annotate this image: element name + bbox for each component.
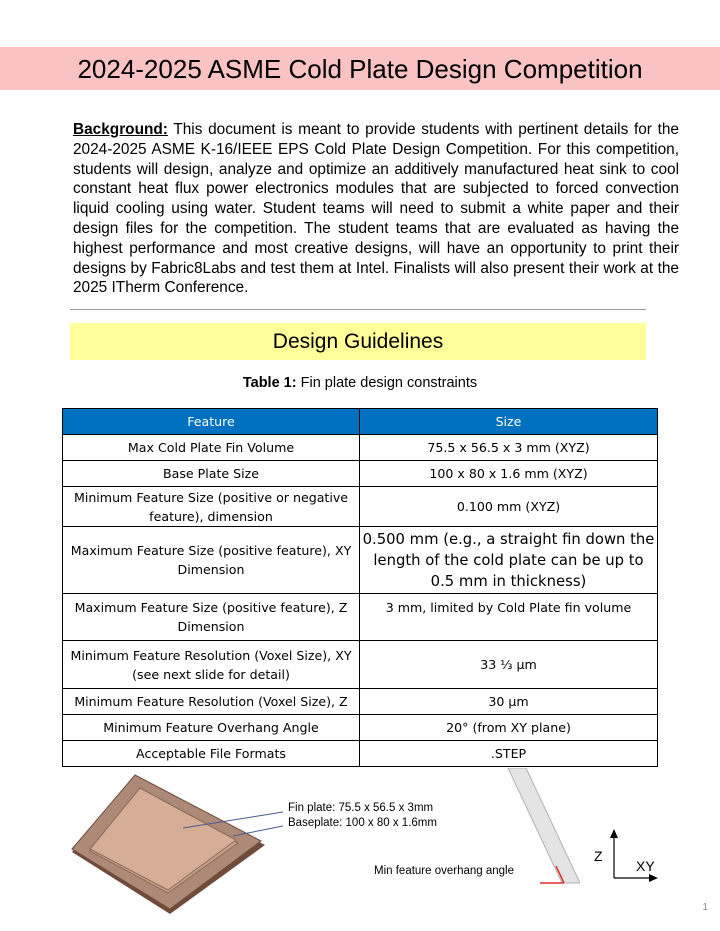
feature-cell: Minimum Feature Resolution (Voxel Size), XY (see next slide for detail) bbox=[63, 641, 360, 689]
size-cell: 100 x 80 x 1.6 mm (XYZ) bbox=[360, 461, 658, 487]
section-title: Design Guidelines bbox=[272, 330, 444, 353]
feature-cell: Max Cold Plate Fin Volume bbox=[63, 435, 360, 461]
overhang-label: Min feature overhang angle bbox=[374, 865, 515, 877]
feature-cell: Maximum Feature Size (positive feature), XY Dimension bbox=[63, 527, 360, 594]
z-axis-arrow-icon bbox=[610, 829, 618, 838]
page-number: 1 bbox=[702, 902, 708, 913]
size-cell: .STEP bbox=[360, 741, 658, 767]
baseplate-label: Baseplate: 100 x 80 x 1.6mm bbox=[288, 817, 437, 829]
header-size: Size bbox=[360, 409, 658, 435]
feature-cell: Minimum Feature Size (positive or negative feature), dimension bbox=[63, 487, 360, 527]
baseplate-leader bbox=[233, 826, 283, 836]
size-cell: 33 ⅓ µm bbox=[360, 641, 658, 689]
axis-xy-label: XY bbox=[636, 858, 655, 874]
background-label: Background: bbox=[73, 121, 168, 138]
size-cell: 0.500 mm (e.g., a straight fin down the length of the cold plate can be up to 0.5 mm in thickness) bbox=[360, 527, 658, 594]
table-caption-text: Fin plate design constraints bbox=[300, 375, 478, 391]
page-title: 2024-2025 ASME Cold Plate Design Competition bbox=[77, 54, 643, 84]
fin-plate-label: Fin plate: 75.5 x 56.5 x 3mm bbox=[288, 802, 434, 814]
axis-z-label: Z bbox=[594, 848, 603, 864]
feature-cell: Minimum Feature Resolution (Voxel Size), Z bbox=[63, 689, 360, 715]
feature-cell: Acceptable File Formats bbox=[63, 741, 360, 767]
size-cell: 3 mm, limited by Cold Plate fin volume bbox=[360, 594, 658, 641]
size-cell: 75.5 x 56.5 x 3 mm (XYZ) bbox=[360, 435, 658, 461]
background-text: This document is meant to provide students with pertinent details for the 2024-2025 ASME K-16/IEEE EPS Cold Plate Design Competition. For this competition, students will design, analyze and optimize an additively manufactured heat sink to cool constant heat flux power electronics modules that are subjected to forced convection liquid cooling using water. Student teams will need to submit a white paper and their design files for the competition. The student teams that are evaluated as having the highest performance and most creative designs, will have an opportunity to print their designs by Fabric8Labs and test them at Intel. Finalists will also present their work at the 2025 ITherm Conference. bbox=[73, 121, 679, 297]
header-feature: Feature bbox=[63, 409, 360, 435]
xy-axis-arrow-icon bbox=[649, 874, 658, 882]
overhang-feature bbox=[508, 768, 580, 883]
feature-cell: Maximum Feature Size (positive feature), Z Dimension bbox=[63, 594, 360, 641]
fin-plate-leader bbox=[183, 812, 283, 828]
feature-cell: Base Plate Size bbox=[63, 461, 360, 487]
size-cell: 30 µm bbox=[360, 689, 658, 715]
size-cell: 20° (from XY plane) bbox=[360, 715, 658, 741]
table-caption-label: Table 1: bbox=[242, 375, 297, 391]
feature-cell: Minimum Feature Overhang Angle bbox=[63, 715, 360, 741]
size-cell: 0.100 mm (XYZ) bbox=[360, 487, 658, 527]
